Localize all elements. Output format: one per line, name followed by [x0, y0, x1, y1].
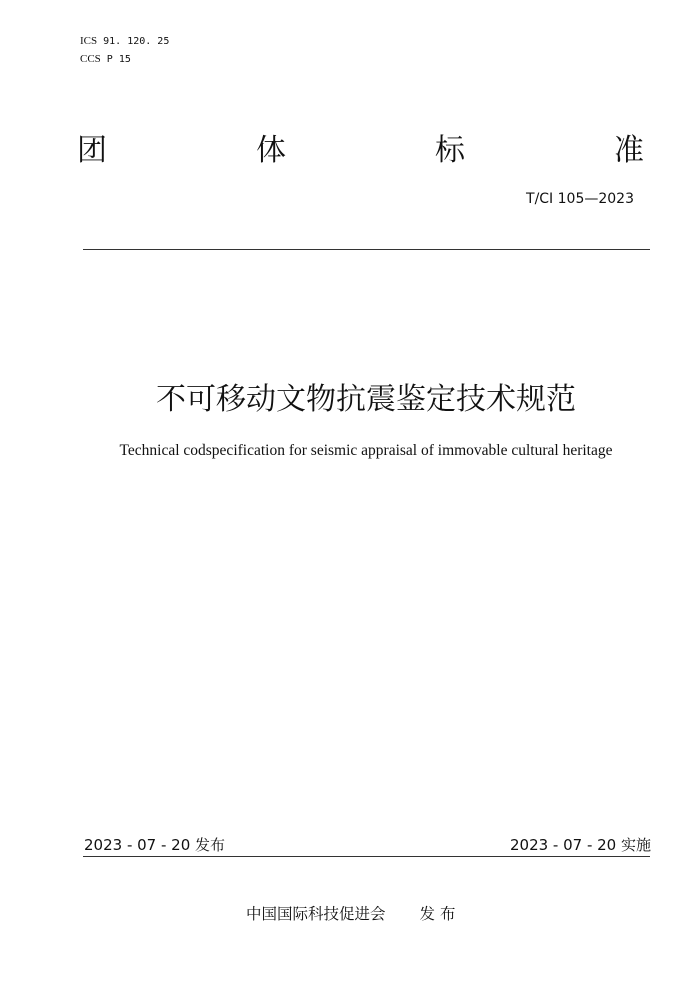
header-divider	[83, 249, 650, 250]
ccs-code	[80, 52, 131, 67]
implementation-date: 2023 - 07 - 20 实施	[509, 836, 651, 854]
ics-label: ICS	[80, 35, 98, 47]
ccs-label: CCS	[80, 53, 101, 65]
standard-number: T/CI 105—2023	[526, 191, 634, 207]
ics-code	[80, 34, 169, 49]
ccs-value: P 15	[106, 54, 131, 65]
header-char-3: 标	[435, 133, 465, 168]
footer-divider	[83, 856, 650, 857]
header-char-4: 准	[614, 133, 644, 168]
publisher-action: 发 布	[419, 905, 456, 923]
release-date: 2023 - 07 - 20 发布	[84, 836, 226, 854]
header-char-2: 体	[256, 133, 286, 168]
ics-value: 91. 120. 25	[103, 36, 170, 47]
title-chinese: 不可移动文物抗震鉴定技术规范	[156, 382, 576, 417]
title-english: Technical codspecification for seismic appraisal of immovable cultural heritage	[119, 442, 613, 459]
publisher-line	[246, 904, 455, 924]
header-char-1: 团	[77, 133, 107, 168]
publisher-name: 中国国际科技促进会	[246, 905, 386, 923]
